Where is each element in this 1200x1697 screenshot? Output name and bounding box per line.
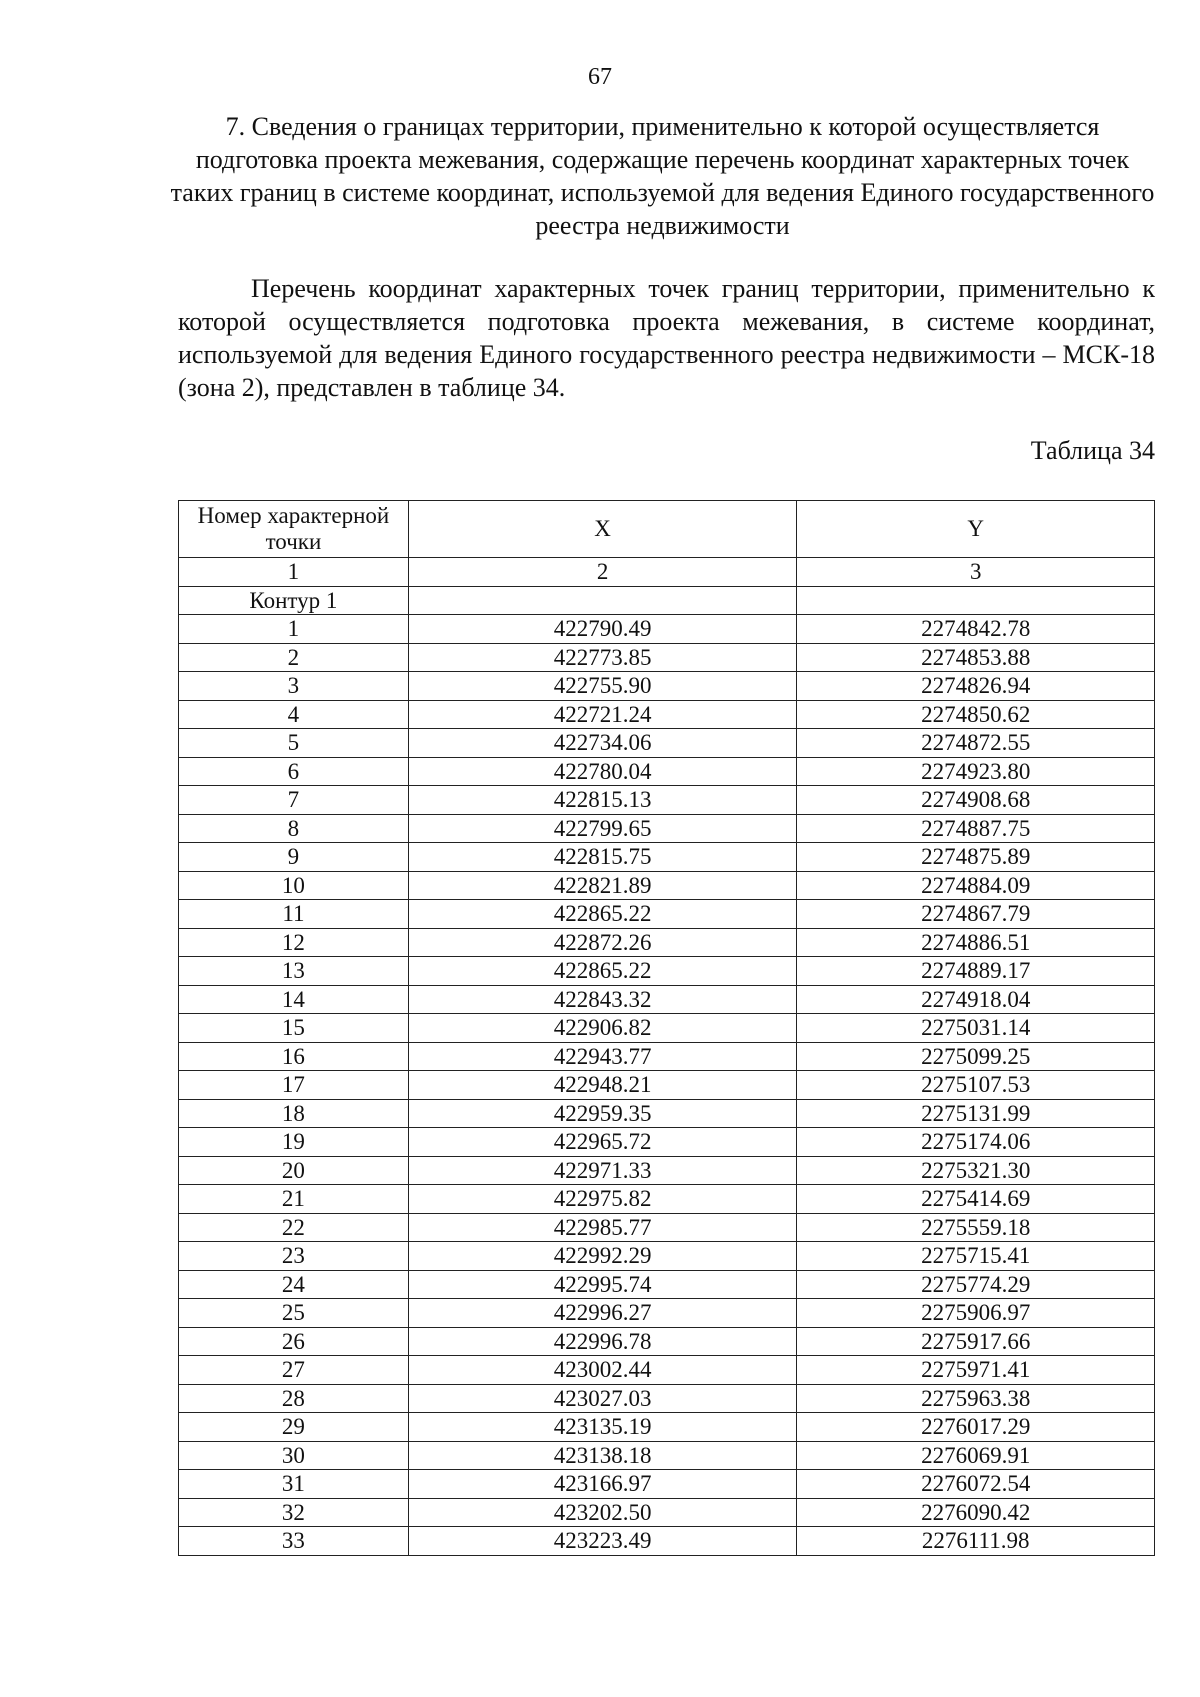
y-coordinate-cell: 2275559.18 [797, 1213, 1155, 1242]
header-point-number: Номер характерной точки [179, 501, 409, 558]
contour-empty-y [797, 586, 1155, 615]
x-coordinate-cell: 422773.85 [408, 643, 797, 672]
table-row [179, 1014, 1155, 1043]
point-number-cell: 32 [179, 1498, 409, 1527]
point-number-cell: 18 [179, 1099, 409, 1128]
point-number-cell: 29 [179, 1413, 409, 1442]
point-number-cell: 21 [179, 1185, 409, 1214]
y-coordinate-cell: 2275107.53 [797, 1071, 1155, 1100]
table-row [179, 871, 1155, 900]
point-number-cell: 11 [179, 900, 409, 929]
y-coordinate-cell: 2275131.99 [797, 1099, 1155, 1128]
y-coordinate-cell: 2276017.29 [797, 1413, 1155, 1442]
x-coordinate-cell: 422780.04 [408, 757, 797, 786]
y-coordinate-cell: 2275917.66 [797, 1327, 1155, 1356]
table-row [179, 1356, 1155, 1385]
point-number-cell: 19 [179, 1128, 409, 1157]
x-coordinate-cell: 422965.72 [408, 1128, 797, 1157]
point-number-cell: 13 [179, 957, 409, 986]
table-row [179, 1071, 1155, 1100]
y-coordinate-cell: 2274875.89 [797, 843, 1155, 872]
y-coordinate-cell: 2274867.79 [797, 900, 1155, 929]
point-number-cell: 3 [179, 672, 409, 701]
table-row [179, 985, 1155, 1014]
y-coordinate-cell: 2274850.62 [797, 700, 1155, 729]
table-row [179, 1213, 1155, 1242]
x-coordinate-cell: 422815.75 [408, 843, 797, 872]
table-row [179, 1384, 1155, 1413]
point-number-cell: 33 [179, 1527, 409, 1556]
point-number-cell: 20 [179, 1156, 409, 1185]
x-coordinate-cell: 422721.24 [408, 700, 797, 729]
point-number-cell: 25 [179, 1299, 409, 1328]
y-coordinate-cell: 2274923.80 [797, 757, 1155, 786]
table-row [179, 1185, 1155, 1214]
table-row [179, 1441, 1155, 1470]
table-row [179, 1242, 1155, 1271]
section-heading: 7. Сведения о границах территории, применительно к которой осуществляется подготовка проекта межевания, содержащие перечень координат характерных точек таких границ в системе координат, используемой для ведения Единого государственного реестра недвижимости [170, 112, 1155, 240]
point-number-cell: 17 [179, 1071, 409, 1100]
point-number-cell: 22 [179, 1213, 409, 1242]
contour-empty-x [408, 586, 797, 615]
y-coordinate-cell: 2275321.30 [797, 1156, 1155, 1185]
point-number-cell: 2 [179, 643, 409, 672]
x-coordinate-cell: 422843.32 [408, 985, 797, 1014]
point-number-cell: 30 [179, 1441, 409, 1470]
page-number: 67 [588, 64, 612, 90]
x-coordinate-cell: 422971.33 [408, 1156, 797, 1185]
table-caption: Таблица 34 [1030, 436, 1155, 465]
y-coordinate-cell: 2274908.68 [797, 786, 1155, 815]
point-number-cell: 12 [179, 928, 409, 957]
table-row [179, 786, 1155, 815]
table-row [179, 957, 1155, 986]
x-coordinate-cell: 422872.26 [408, 928, 797, 957]
intro-paragraph: Перечень координат характерных точек границ территории, применительно к которой осуществляется подготовка проекта межевания, в системе координат, используемой для ведения Единого государственного реестра недвижимости – МСК-18 (зона 2), представлен в таблице 34. [178, 274, 1155, 402]
x-coordinate-cell: 422996.27 [408, 1299, 797, 1328]
y-coordinate-cell: 2274826.94 [797, 672, 1155, 701]
y-coordinate-cell: 2275031.14 [797, 1014, 1155, 1043]
y-coordinate-cell: 2274842.78 [797, 615, 1155, 644]
point-number-cell: 24 [179, 1270, 409, 1299]
x-coordinate-cell: 423138.18 [408, 1441, 797, 1470]
y-coordinate-cell: 2276069.91 [797, 1441, 1155, 1470]
y-coordinate-cell: 2274918.04 [797, 985, 1155, 1014]
y-coordinate-cell: 2276090.42 [797, 1498, 1155, 1527]
x-coordinate-cell: 423002.44 [408, 1356, 797, 1385]
y-coordinate-cell: 2275099.25 [797, 1042, 1155, 1071]
table-row [179, 814, 1155, 843]
x-coordinate-cell: 423202.50 [408, 1498, 797, 1527]
y-coordinate-cell: 2276072.54 [797, 1470, 1155, 1499]
contour-row [179, 586, 1155, 615]
x-coordinate-cell: 423223.49 [408, 1527, 797, 1556]
x-coordinate-cell: 422992.29 [408, 1242, 797, 1271]
table-row [179, 1470, 1155, 1499]
y-coordinate-cell: 2275715.41 [797, 1242, 1155, 1271]
point-number-cell: 31 [179, 1470, 409, 1499]
x-coordinate-cell: 422815.13 [408, 786, 797, 815]
table-row [179, 1156, 1155, 1185]
table-row [179, 1128, 1155, 1157]
point-number-cell: 23 [179, 1242, 409, 1271]
point-number-cell: 6 [179, 757, 409, 786]
column-number-2: 2 [408, 558, 797, 587]
x-coordinate-cell: 422996.78 [408, 1327, 797, 1356]
table-row [179, 1527, 1155, 1556]
header-x: X [408, 501, 797, 558]
point-number-cell: 14 [179, 985, 409, 1014]
x-coordinate-cell: 422975.82 [408, 1185, 797, 1214]
y-coordinate-cell: 2275174.06 [797, 1128, 1155, 1157]
table-row [179, 1099, 1155, 1128]
point-number-cell: 27 [179, 1356, 409, 1385]
table-row [179, 615, 1155, 644]
x-coordinate-cell: 422790.49 [408, 615, 797, 644]
x-coordinate-cell: 422959.35 [408, 1099, 797, 1128]
x-coordinate-cell: 422948.21 [408, 1071, 797, 1100]
point-number-cell: 9 [179, 843, 409, 872]
table-row [179, 928, 1155, 957]
point-number-cell: 1 [179, 615, 409, 644]
x-coordinate-cell: 422865.22 [408, 957, 797, 986]
x-coordinate-cell: 422995.74 [408, 1270, 797, 1299]
point-number-cell: 10 [179, 871, 409, 900]
point-number-cell: 8 [179, 814, 409, 843]
point-number-cell: 28 [179, 1384, 409, 1413]
table-row [179, 643, 1155, 672]
table-row [179, 1498, 1155, 1527]
y-coordinate-cell: 2274886.51 [797, 928, 1155, 957]
table-row [179, 1327, 1155, 1356]
y-coordinate-cell: 2274889.17 [797, 957, 1155, 986]
header-y: Y [797, 501, 1155, 558]
x-coordinate-cell: 422985.77 [408, 1213, 797, 1242]
table-row [179, 672, 1155, 701]
y-coordinate-cell: 2275963.38 [797, 1384, 1155, 1413]
point-number-cell: 26 [179, 1327, 409, 1356]
point-number-cell: 15 [179, 1014, 409, 1043]
x-coordinate-cell: 422865.22 [408, 900, 797, 929]
y-coordinate-cell: 2274884.09 [797, 871, 1155, 900]
column-number-row [179, 558, 1155, 587]
table-row [179, 729, 1155, 758]
y-coordinate-cell: 2275774.29 [797, 1270, 1155, 1299]
point-number-cell: 5 [179, 729, 409, 758]
column-number-1: 1 [179, 558, 409, 587]
y-coordinate-cell: 2274872.55 [797, 729, 1155, 758]
y-coordinate-cell: 2276111.98 [797, 1527, 1155, 1556]
coordinates-table [178, 500, 1155, 1556]
table-row [179, 843, 1155, 872]
x-coordinate-cell: 422906.82 [408, 1014, 797, 1043]
x-coordinate-cell: 423135.19 [408, 1413, 797, 1442]
y-coordinate-cell: 2275971.41 [797, 1356, 1155, 1385]
column-number-3: 3 [797, 558, 1155, 587]
table-row [179, 757, 1155, 786]
x-coordinate-cell: 422755.90 [408, 672, 797, 701]
x-coordinate-cell: 422734.06 [408, 729, 797, 758]
table-row [179, 1042, 1155, 1071]
y-coordinate-cell: 2275906.97 [797, 1299, 1155, 1328]
y-coordinate-cell: 2275414.69 [797, 1185, 1155, 1214]
x-coordinate-cell: 422821.89 [408, 871, 797, 900]
x-coordinate-cell: 423166.97 [408, 1470, 797, 1499]
table-row [179, 1413, 1155, 1442]
table-row [179, 900, 1155, 929]
point-number-cell: 7 [179, 786, 409, 815]
x-coordinate-cell: 423027.03 [408, 1384, 797, 1413]
point-number-cell: 4 [179, 700, 409, 729]
x-coordinate-cell: 422799.65 [408, 814, 797, 843]
table-row [179, 1270, 1155, 1299]
table-header-row [179, 501, 1155, 558]
y-coordinate-cell: 2274887.75 [797, 814, 1155, 843]
table-row [179, 1299, 1155, 1328]
y-coordinate-cell: 2274853.88 [797, 643, 1155, 672]
x-coordinate-cell: 422943.77 [408, 1042, 797, 1071]
contour-label: Контур 1 [179, 586, 409, 615]
point-number-cell: 16 [179, 1042, 409, 1071]
table-row [179, 700, 1155, 729]
